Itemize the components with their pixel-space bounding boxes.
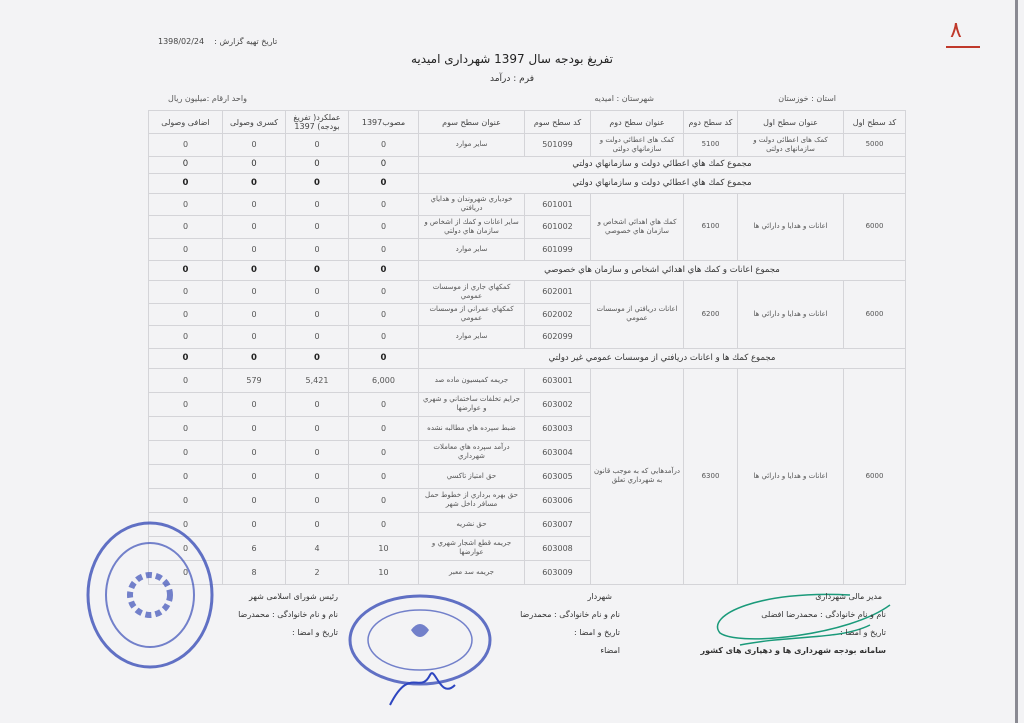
approved-cell: 0 (349, 440, 419, 464)
performance-cell: 4 (286, 536, 349, 560)
report-date (158, 37, 277, 46)
page-number: ۸ (950, 18, 962, 43)
column-header: اضافی وصولی (149, 111, 223, 134)
performance-cell: 5,421 (286, 368, 349, 392)
level3-code: 501099 (525, 134, 591, 157)
form-type: فرم : درآمد (490, 74, 534, 84)
level3-title: کمکهاي جاري از موسسات عمومي (419, 281, 525, 304)
level2-code: 5100 (684, 134, 738, 157)
total-approved: 0 (349, 156, 419, 173)
excess-cell: 0 (149, 536, 223, 560)
level3-title: ساير موارد (419, 134, 525, 157)
approved-cell: 6,000 (349, 368, 419, 392)
excess-cell: 0 (149, 392, 223, 416)
council-role: رئیس شورای اسلامی شهر (249, 592, 338, 601)
level2-code: 6200 (684, 281, 738, 349)
performance-cell: 0 (286, 281, 349, 304)
level3-code: 601001 (525, 193, 591, 216)
total-excess: 0 (149, 261, 223, 281)
performance-cell: 0 (286, 303, 349, 326)
shortfall-cell: 0 (223, 303, 286, 326)
scan-edge (1015, 0, 1018, 723)
total-row (149, 156, 906, 173)
shortfall-cell: 0 (223, 193, 286, 216)
excess-cell: 0 (149, 326, 223, 349)
level3-code: 603002 (525, 392, 591, 416)
level3-title: ساير موارد (419, 326, 525, 349)
level3-title: ضبط سپرده هاي مطالبه نشده (419, 416, 525, 440)
performance-cell: 0 (286, 464, 349, 488)
excess-cell: 0 (149, 368, 223, 392)
column-header: عنوان سطح دوم (591, 111, 684, 134)
level2-code: 6300 (684, 368, 738, 584)
shortfall-cell: 0 (223, 488, 286, 512)
level2-title: کمک های اعطائي دولت و سازمانهاي دولتی (591, 134, 684, 157)
approved-cell: 0 (349, 464, 419, 488)
shortfall-cell: 0 (223, 440, 286, 464)
level1-title: اعانات و هدايا و دارائي ها (738, 193, 844, 261)
approved-cell: 0 (349, 216, 419, 239)
level1-code: 6000 (844, 368, 906, 584)
shortfall-cell: 0 (223, 216, 286, 239)
table-row (149, 193, 906, 216)
shortfall-cell: 8 (223, 560, 286, 584)
excess-cell: 0 (149, 193, 223, 216)
excess-cell: 0 (149, 440, 223, 464)
county: شهرستان : امیدیه (594, 94, 654, 103)
performance-cell: 0 (286, 238, 349, 261)
table-row (149, 368, 906, 392)
council-stamp-icon (80, 515, 220, 675)
column-header: عملکرد( تفریغ بودجه) 1397 (286, 111, 349, 134)
performance-cell: 0 (286, 326, 349, 349)
shortfall-cell: 0 (223, 464, 286, 488)
total-approved: 0 (349, 261, 419, 281)
table-row (149, 281, 906, 304)
level3-code: 601002 (525, 216, 591, 239)
level3-title: جريمه قطع اشجار شهري و عوارضها (419, 536, 525, 560)
column-header: عنوان سطح سوم (419, 111, 525, 134)
total-row (149, 261, 906, 281)
total-shortfall: 0 (223, 261, 286, 281)
total-label: مجموع کمك ها و اعانات دريافتي از موسسات عمومي غير دولتي (419, 348, 906, 368)
level3-code: 603009 (525, 560, 591, 584)
excess-cell: 0 (149, 416, 223, 440)
performance-cell: 0 (286, 216, 349, 239)
total-excess: 0 (149, 173, 223, 193)
excess-cell: 0 (149, 488, 223, 512)
excess-cell: 0 (149, 560, 223, 584)
level1-title: اعانات و هدايا و دارائي ها (738, 281, 844, 349)
column-header: کد سطح دوم (684, 111, 738, 134)
level3-code: 603003 (525, 416, 591, 440)
system-name: سامانه بودجه شهرداری ها و دهیاری های کشور (700, 646, 886, 655)
level1-code: 5000 (844, 134, 906, 157)
total-approved: 0 (349, 173, 419, 193)
mayor-name: نام و نام خانوادگی : محمدرضا (520, 610, 620, 619)
column-header: کد سطح سوم (525, 111, 591, 134)
total-performance: 0 (286, 156, 349, 173)
approved-cell: 0 (349, 512, 419, 536)
total-performance: 0 (286, 173, 349, 193)
shortfall-cell: 579 (223, 368, 286, 392)
mayor-extra: امضاء (600, 646, 620, 655)
level1-code: 6000 (844, 281, 906, 349)
level3-code: 603006 (525, 488, 591, 512)
level3-title: حق نشریه (419, 512, 525, 536)
approved-cell: 0 (349, 193, 419, 216)
budget-table (148, 110, 906, 585)
approved-cell: 10 (349, 560, 419, 584)
shortfall-cell: 0 (223, 392, 286, 416)
total-shortfall: 0 (223, 156, 286, 173)
excess-cell: 0 (149, 281, 223, 304)
level2-title: اعانات دريافتي از موسسات عمومي (591, 281, 684, 349)
approved-cell: 0 (349, 392, 419, 416)
council-name: نام و نام خانوادگی : محمدرضا (238, 610, 338, 619)
level2-code: 6100 (684, 193, 738, 261)
approved-cell: 0 (349, 303, 419, 326)
performance-cell: 0 (286, 512, 349, 536)
excess-cell: 0 (149, 238, 223, 261)
shortfall-cell: 6 (223, 536, 286, 560)
report-date-value: 1398/02/24 (158, 37, 205, 46)
excess-cell: 0 (149, 512, 223, 536)
approved-cell: 0 (349, 326, 419, 349)
level3-title: جريمه کميسيون ماده صد (419, 368, 525, 392)
level3-code: 603008 (525, 536, 591, 560)
level2-title: درآمدهايي که به موجب قانون به شهرداري تعلق (591, 368, 684, 584)
level3-title: حق امتياز تاکسي (419, 464, 525, 488)
shortfall-cell: 0 (223, 512, 286, 536)
performance-cell: 0 (286, 488, 349, 512)
performance-cell: 0 (286, 193, 349, 216)
level3-title: ساير اعانات و کمك از اشخاص و سازمان هاي دولتي (419, 216, 525, 239)
excess-cell: 0 (149, 303, 223, 326)
province: استان : خوزستان (778, 94, 836, 103)
approved-cell: 0 (349, 134, 419, 157)
level1-title: اعانات و هدايا و دارائي ها (738, 368, 844, 584)
level3-code: 602099 (525, 326, 591, 349)
finance-role: مدیر مالی شهرداری (815, 592, 882, 601)
level3-code: 603001 (525, 368, 591, 392)
total-shortfall: 0 (223, 173, 286, 193)
level3-code: 603007 (525, 512, 591, 536)
shortfall-cell: 0 (223, 326, 286, 349)
total-label: مجموع کمك هاي اعطائي دولت و سازمانهاي دولتي (419, 173, 906, 193)
level1-code: 6000 (844, 193, 906, 261)
mayor-role: شهردار (587, 592, 612, 601)
column-header: کد سطح اول (844, 111, 906, 134)
total-shortfall: 0 (223, 348, 286, 368)
excess-cell: 0 (149, 464, 223, 488)
table-row (149, 134, 906, 157)
mayor-signature-icon (380, 645, 460, 715)
column-header: کسری وصولی (223, 111, 286, 134)
total-performance: 0 (286, 261, 349, 281)
level3-code: 602001 (525, 281, 591, 304)
performance-cell: 0 (286, 416, 349, 440)
total-label: مجموع کمك هاي اعطائي دولت و سازمانهاي دولتي (419, 156, 906, 173)
level3-title: جريمه سد معبر (419, 560, 525, 584)
level3-title: کمکهاي عمراني از موسسات عمومي (419, 303, 525, 326)
level3-title: خودياري شهروندان و هداياي دريافتي (419, 193, 525, 216)
report-date-label: تاریخ تهیه گزارش : (214, 37, 278, 46)
level3-title: درآمد سپرده هاي معاملات شهرداري (419, 440, 525, 464)
column-header: مصوب1397 (349, 111, 419, 134)
table-header (149, 111, 906, 134)
shortfall-cell: 0 (223, 416, 286, 440)
level2-title: کمك هاي اهدائي اشخاص و سازمان هاي خصوصي (591, 193, 684, 261)
level1-title: کمک های اعطائی دولت و سازمانهای دولتی (738, 134, 844, 157)
excess-cell: 0 (149, 216, 223, 239)
level3-code: 602002 (525, 303, 591, 326)
level3-title: حق بهره برداري از خطوط حمل مسافر داخل شهر (419, 488, 525, 512)
level3-code: 603004 (525, 440, 591, 464)
shortfall-cell: 0 (223, 281, 286, 304)
finance-date: تاریخ و امضا : (840, 628, 886, 637)
mayor-date: تاریخ و امضا : (574, 628, 620, 637)
level3-code: 603005 (525, 464, 591, 488)
total-label: مجموع اعانات و کمك هاي اهدائي اشخاص و سازمان هاي خصوصي (419, 261, 906, 281)
shortfall-cell: 0 (223, 134, 286, 157)
level3-title: ساير موارد (419, 238, 525, 261)
approved-cell: 0 (349, 488, 419, 512)
performance-cell: 0 (286, 134, 349, 157)
total-row (149, 348, 906, 368)
page-title: تفریغ بودجه سال 1397 شهرداری امیدیه (410, 52, 614, 66)
finance-name: نام و نام خانوادگی : محمدرضا افضلی (761, 610, 886, 619)
performance-cell: 0 (286, 392, 349, 416)
total-approved: 0 (349, 348, 419, 368)
performance-cell: 0 (286, 440, 349, 464)
total-excess: 0 (149, 348, 223, 368)
council-date: تاریخ و امضا : (292, 628, 338, 637)
total-row (149, 173, 906, 193)
shortfall-cell: 0 (223, 238, 286, 261)
level3-code: 601099 (525, 238, 591, 261)
approved-cell: 10 (349, 536, 419, 560)
level3-title: جرایم تخلفات ساختماني و شهري و عوارضها (419, 392, 525, 416)
total-excess: 0 (149, 156, 223, 173)
approved-cell: 0 (349, 281, 419, 304)
approved-cell: 0 (349, 238, 419, 261)
performance-cell: 2 (286, 560, 349, 584)
column-header: عنوان سطح اول (738, 111, 844, 134)
unit-label: واحد ارقام :میلیون ریال (168, 94, 247, 103)
excess-cell: 0 (149, 134, 223, 157)
approved-cell: 0 (349, 416, 419, 440)
total-performance: 0 (286, 348, 349, 368)
